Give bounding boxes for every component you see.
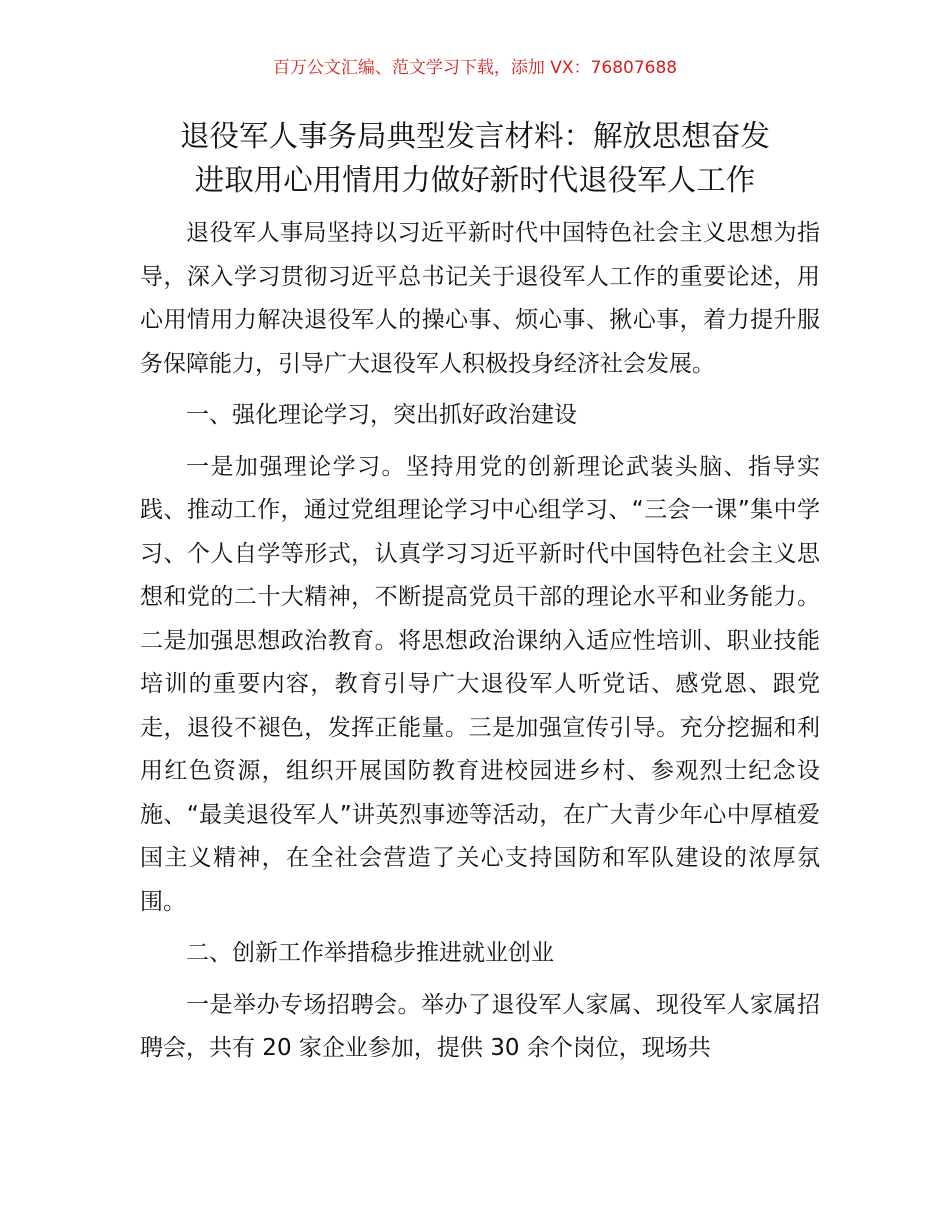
title-line-2: 进取用心用情用力做好新时代退役军人工作	[194, 163, 756, 197]
section-2-heading: 二、创新工作举措稳步推进就业创业	[186, 940, 554, 966]
section-1-paragraph: 一是加强理论学习。坚持用党的创新理论武装头脑、指导实践、推动工作，通过党组理论学习中心组学习、“三会一课”集中学习、个人自学等形式，认真学习习近平新时代中国特色社会主义思想和党的二十大精神，不断提高党员干部的理论水平和业务能力。二是加强思想政治教育。将思想政治课纳入适应性培训、职业技能培训的重要内容，教育引导广大退役军人听党话、感党恩、跟党走，退役不褪色，发挥正能量。三是加强宣传引导。充分挖掘和利用红色资源，组织开展国防教育进校园进乡村、参观烈士纪念设施、“最美退役军人”讲英烈事迹等活动，在广大青少年心中厚植爱国主义精神，在全社会营造了关心支持国防和军队建设的浓厚氛围。	[140, 453, 820, 915]
section-1-heading: 一、强化理论学习，突出抓好政治建设	[186, 402, 577, 428]
intro-paragraph: 退役军人事局坚持以习近平新时代中国特色社会主义思想为指导，深入学习贯彻习近平总书记关于退役军人工作的重要论述，用心用情用力解决退役军人的操心事、烦心事、揪心事，着力提升服务保障能力，引导广大退役军人积极投身经济社会发展。	[140, 220, 820, 377]
document-body	[140, 212, 820, 1079]
header-banner: 百万公文汇编、范文学习下载，添加 VX：76807688	[272, 58, 678, 78]
section-2-paragraph: 一是举办专场招聘会。举办了退役军人家属、现役军人家属招聘会，共有 20 家企业参加，提供 30 余个岗位，现场共	[140, 991, 820, 1061]
title-line-1: 退役军人事务局典型发言材料：解放思想奋发	[179, 119, 770, 153]
document-title	[120, 114, 830, 202]
